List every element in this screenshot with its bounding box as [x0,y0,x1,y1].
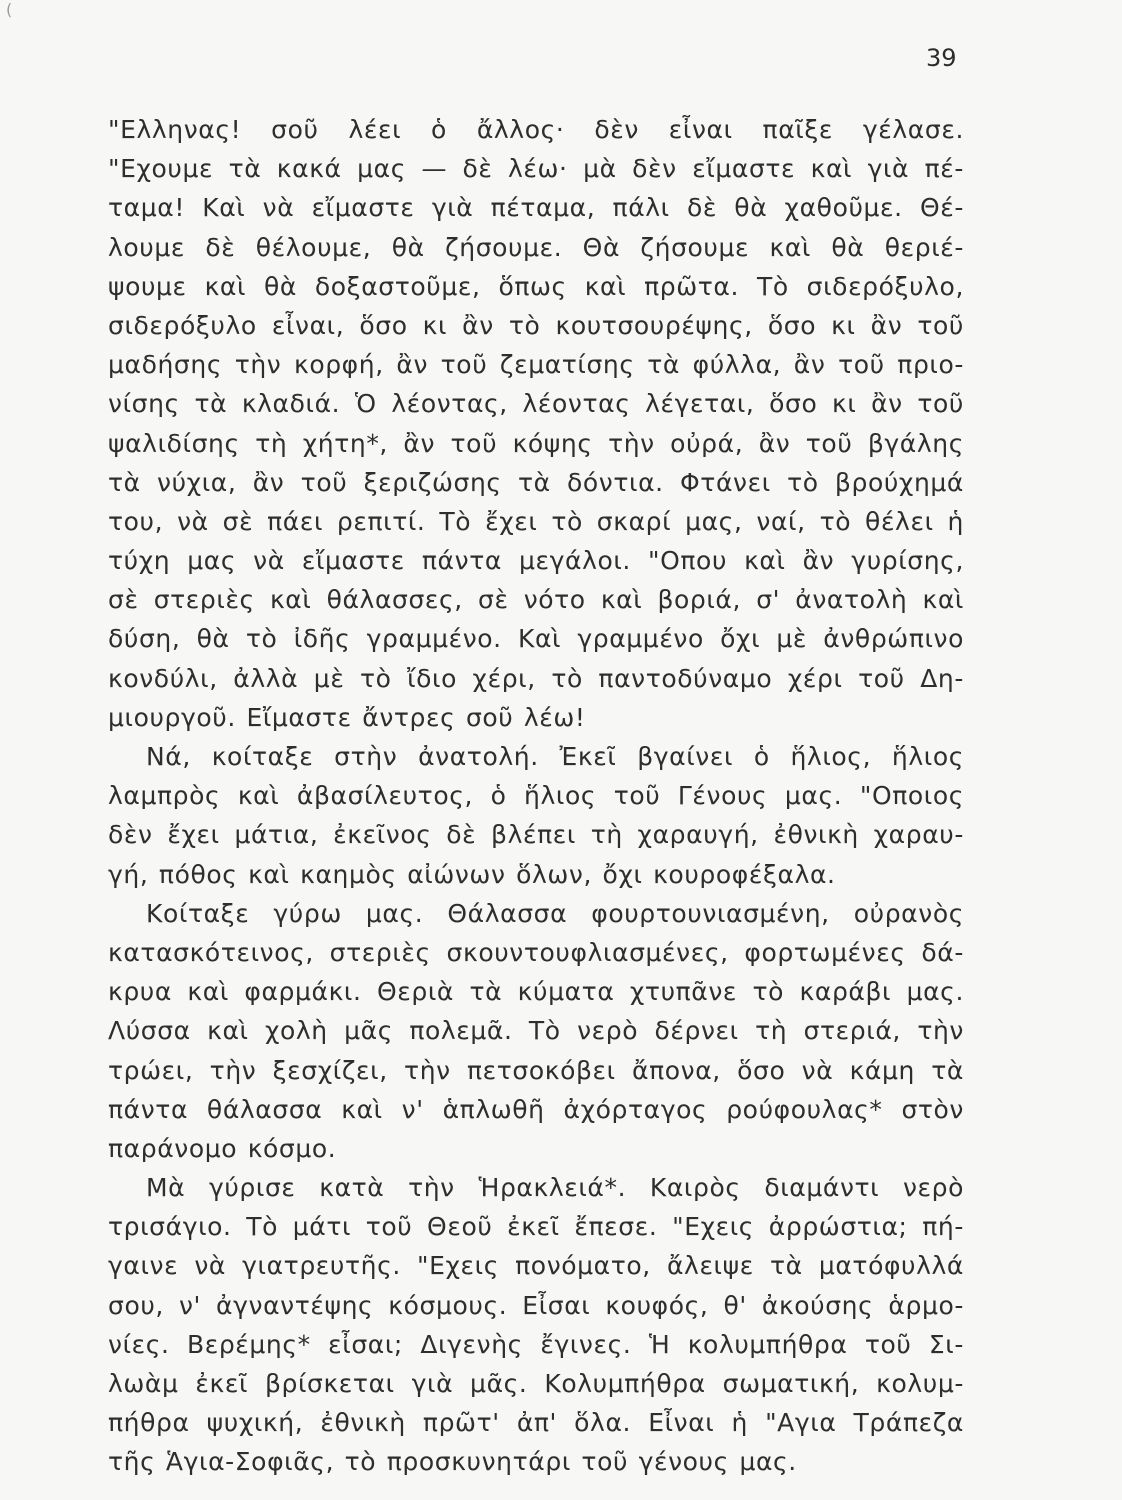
page-number: 39 [926,44,957,72]
text-line: λουμε δὲ θέλουμε, θὰ ζήσουμε. Θὰ ζήσουμε καὶ θὰ θεριέ- [108,232,964,262]
text-line: σιδερόξυλο εἶναι, ὅσο κι ἂν τὸ κουτσουρέψης, ὅσο κι ἂν τοῦ [108,310,964,340]
text-line: μαδήσης τὴν κορφή, ἂν τοῦ ζεματίσης τὰ φύλλα, ἂν τοῦ πριο- [108,350,964,380]
text-line: δύση, θὰ τὸ ἰδῆς γραμμένο. Καὶ γραμμένο ὄχι μὲ ἀνθρώπινο [108,624,964,654]
text-line: παράνομο κόσμο. [108,1133,337,1163]
text-line: του, νὰ σὲ πάει ρεπιτί. Τὸ ἔχει τὸ σκαρί μας, ναί, τὸ θέλει ἡ [108,506,964,536]
text-line: λαμπρὸς καὶ ἀβασίλευτος, ὁ ἥλιος τοῦ Γένους μας. "Οποιος [108,781,964,811]
text-line: τρώει, τὴν ξεσχίζει, τὴν πετσοκόβει ἄπονα, ὅσο νὰ κάμη τὰ [108,1055,964,1085]
text-line: "Ελληνας! σοῦ λέει ὁ ἄλλος· δὲν εἶναι παῖξε γέλασε. [108,115,964,144]
text-line: ταμα! Καὶ νὰ εἴμαστε γιὰ πέταμα, πάλι δὲ θὰ χαθοῦμε. Θέ- [108,193,964,223]
text-line: πήθρα ψυχική, ἐθνικὴ πρῶτ' ἀπ' ὅλα. Εἶναι ἡ "Αγια Τράπεζα [108,1408,964,1438]
text-line: τρισάγιο. Τὸ μάτι τοῦ Θεοῦ ἐκεῖ ἔπεσε. "Εχεις ἀρρώστια; πή- [108,1212,964,1242]
text-line: σὲ στεριὲς καὶ θάλασσες, σὲ νότο καὶ βοριά, σ' ἀνατολὴ καὶ [108,585,964,615]
text-line: Νά, κοίταξε στὴν ἀνατολή. Ἐκεῖ βγαίνει ὁ ἥλιος, ἥλιος [146,742,964,771]
body-text [108,110,964,1482]
text-line: "Εχουμε τὰ κακά μας — δὲ λέω· μὰ δὲν εἴμαστε καὶ γιὰ πέ- [108,154,964,184]
text-line: τύχη μας νὰ εἴμαστε πάντα μεγάλοι. "Οπου καὶ ἂν γυρίσης, [108,546,964,576]
text-line: νίσης τὰ κλαδιά. Ὁ λέοντας, λέοντας λέγεται, ὅσο κι ἂν τοῦ [108,389,964,419]
text-line: κονδύλι, ἀλλὰ μὲ τὸ ἴδιο χέρι, τὸ παντοδύναμο χέρι τοῦ Δη- [108,663,964,693]
text-line: σου, ν' ἀγναντέψης κόσμους. Εἶσαι κουφός, θ' ἀκούσης ἁρμο- [108,1290,964,1320]
text-line: Λύσσα καὶ χολὴ μᾶς πολεμᾶ. Τὸ νερὸ δέρνει τὴ στεριά, τὴν [108,1016,964,1046]
text-line: γή, πόθος καὶ καημὸς αἰώνων ὅλων, ὄχι κουροφέξαλα. [108,859,836,889]
text-line: τῆς Ἁγια-Σοφιᾶς, τὸ προσκυνητάρι τοῦ γένους μας. [108,1447,797,1477]
text-line: κρυα καὶ φαρμάκι. Θεριὰ τὰ κύματα χτυπᾶνε τὸ καράβι μας. [108,977,964,1007]
text-line: πάντα θάλασσα καὶ ν' ἁπλωθῆ ἀχόρταγος ρούφουλας* στὸν [108,1094,964,1124]
page-edge-mark: ( [6,0,13,19]
text-line: γαινε νὰ γιατρευτῆς. "Εχεις πονόματο, ἄλειψε τὰ ματόφυλλά [108,1251,964,1281]
text-line: μιουργοῦ. Εἴμαστε ἄντρες σοῦ λέω! [108,702,586,732]
text-line: ψαλιδίσης τὴ χήτη*, ἂν τοῦ κόψης τὴν οὐρά, ἂν τοῦ βγάλης [108,428,964,458]
text-line: κατασκότεινος, στεριὲς σκουντουφλιασμένες, φορτωμένες δά- [108,937,964,967]
text-line: νίες. Βερέμης* εἶσαι; Διγενὴς ἔγινες. Ἡ κολυμπήθρα τοῦ Σι- [108,1329,964,1359]
text-line: ψουμε καὶ θὰ δοξαστοῦμε, ὅπως καὶ πρῶτα. Τὸ σιδερόξυλο, [108,271,964,301]
text-line: δὲν ἔχει μάτια, ἐκεῖνος δὲ βλέπει τὴ χαραυγή, ἐθνικὴ χαραυ- [108,820,964,850]
text-line: τὰ νύχια, ἂν τοῦ ξεριζώσης τὰ δόντια. Φτάνει τὸ βρούχημά [108,467,964,497]
text-line: Μὰ γύρισε κατὰ τὴν Ἡρακλειά*. Καιρὸς διαμάντι νερὸ [146,1173,964,1203]
text-line: Κοίταξε γύρω μας. Θάλασσα φουρτουνιασμένη, οὐρανὸς [146,898,964,928]
text-line: λωὰμ ἐκεῖ βρίσκεται γιὰ μᾶς. Κολυμπήθρα σωματική, κολυμ- [108,1369,964,1398]
